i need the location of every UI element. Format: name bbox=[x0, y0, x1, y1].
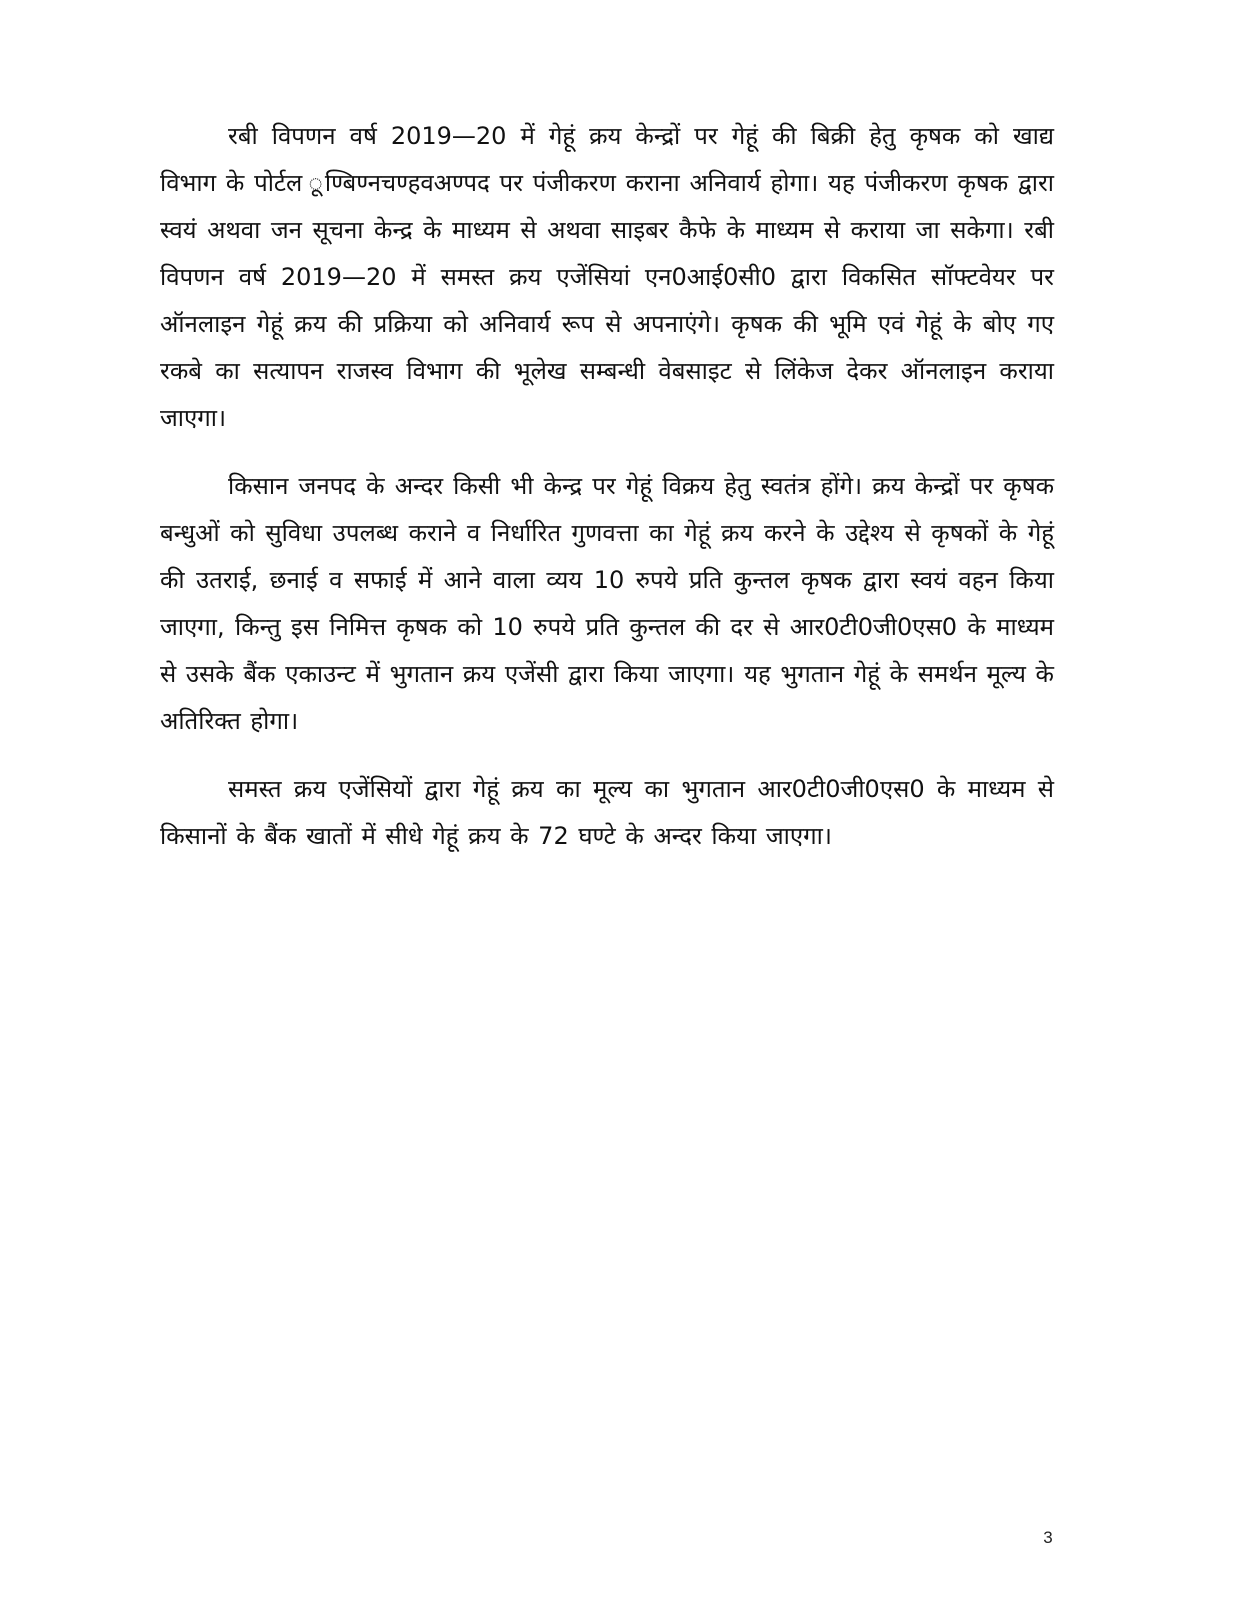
paragraph-payment: समस्त क्रय एजेंसियों द्वारा गेहूं क्रय का मूल्य का भुगतान आर0टी0जी0एस0 के माध्यम से किसानों के बैंक खातों में सीधे गेहूं क्रय के 72 घण्टे के अन्दर किया जाएगा। bbox=[160, 775, 1054, 850]
document-body bbox=[160, 113, 1054, 881]
paragraph-farmer-freedom: किसान जनपद के अन्दर किसी भी केन्द्र पर गेहूं विक्रय हेतु स्वतंत्र होंगे। क्रय केन्द्रों पर कृषक बन्धुओं को सुविधा उपलब्ध कराने व निर्धारित गुणवत्ता का गेहूं क्रय करने के उद्देश्य से कृषकों के गेहूं की उतराई, छनाई व सफाई में आने वाला व्यय 10 रुपये प्रति कुन्तल कृषक द्वारा स्वयं वहन किया जाएगा, किन्तु इस निमित्त कृषक को 10 रुपये प्रति कुन्तल की दर से आर0टी0जी0एस0 के माध्यम से उसके बैंक एकाउन्ट में भुगतान क्रय एजेंसी द्वारा किया जाएगा। यह भुगतान गेहूं के समर्थन मूल्य के अतिरिक्त होगा। bbox=[160, 472, 1054, 735]
page-number: 3 bbox=[1043, 1528, 1053, 1547]
paragraph-registration: रबी विपणन वर्ष 2019—20 में गेहूं क्रय केन्द्रों पर गेहूं की बिक्री हेतु कृषक को खाद्य विभाग के पोर्टल ूण्बिण्नचण्हवअण्पद पर पंजीकरण कराना अनिवार्य होगा। यह पंजीकरण कृषक द्वारा स्वयं अथवा जन सूचना केन्द्र के माध्यम से अथवा साइबर कैफे के माध्यम से कराया जा सकेगा। रबी विपणन वर्ष 2019—20 में समस्त क्रय एजेंसियां एन0आई0सी0 द्वारा विकसित सॉफ्टवेयर पर ऑनलाइन गेहूं क्रय की प्रक्रिया को अनिवार्य रूप से अपनाएंगे। कृषक की भूमि एवं गेहूं के बोए गए रकबे का सत्यापन राजस्व विभाग की भूलेख सम्बन्धी वेबसाइट से लिंकेज देकर ऑनलाइन कराया जाएगा। bbox=[160, 122, 1054, 432]
